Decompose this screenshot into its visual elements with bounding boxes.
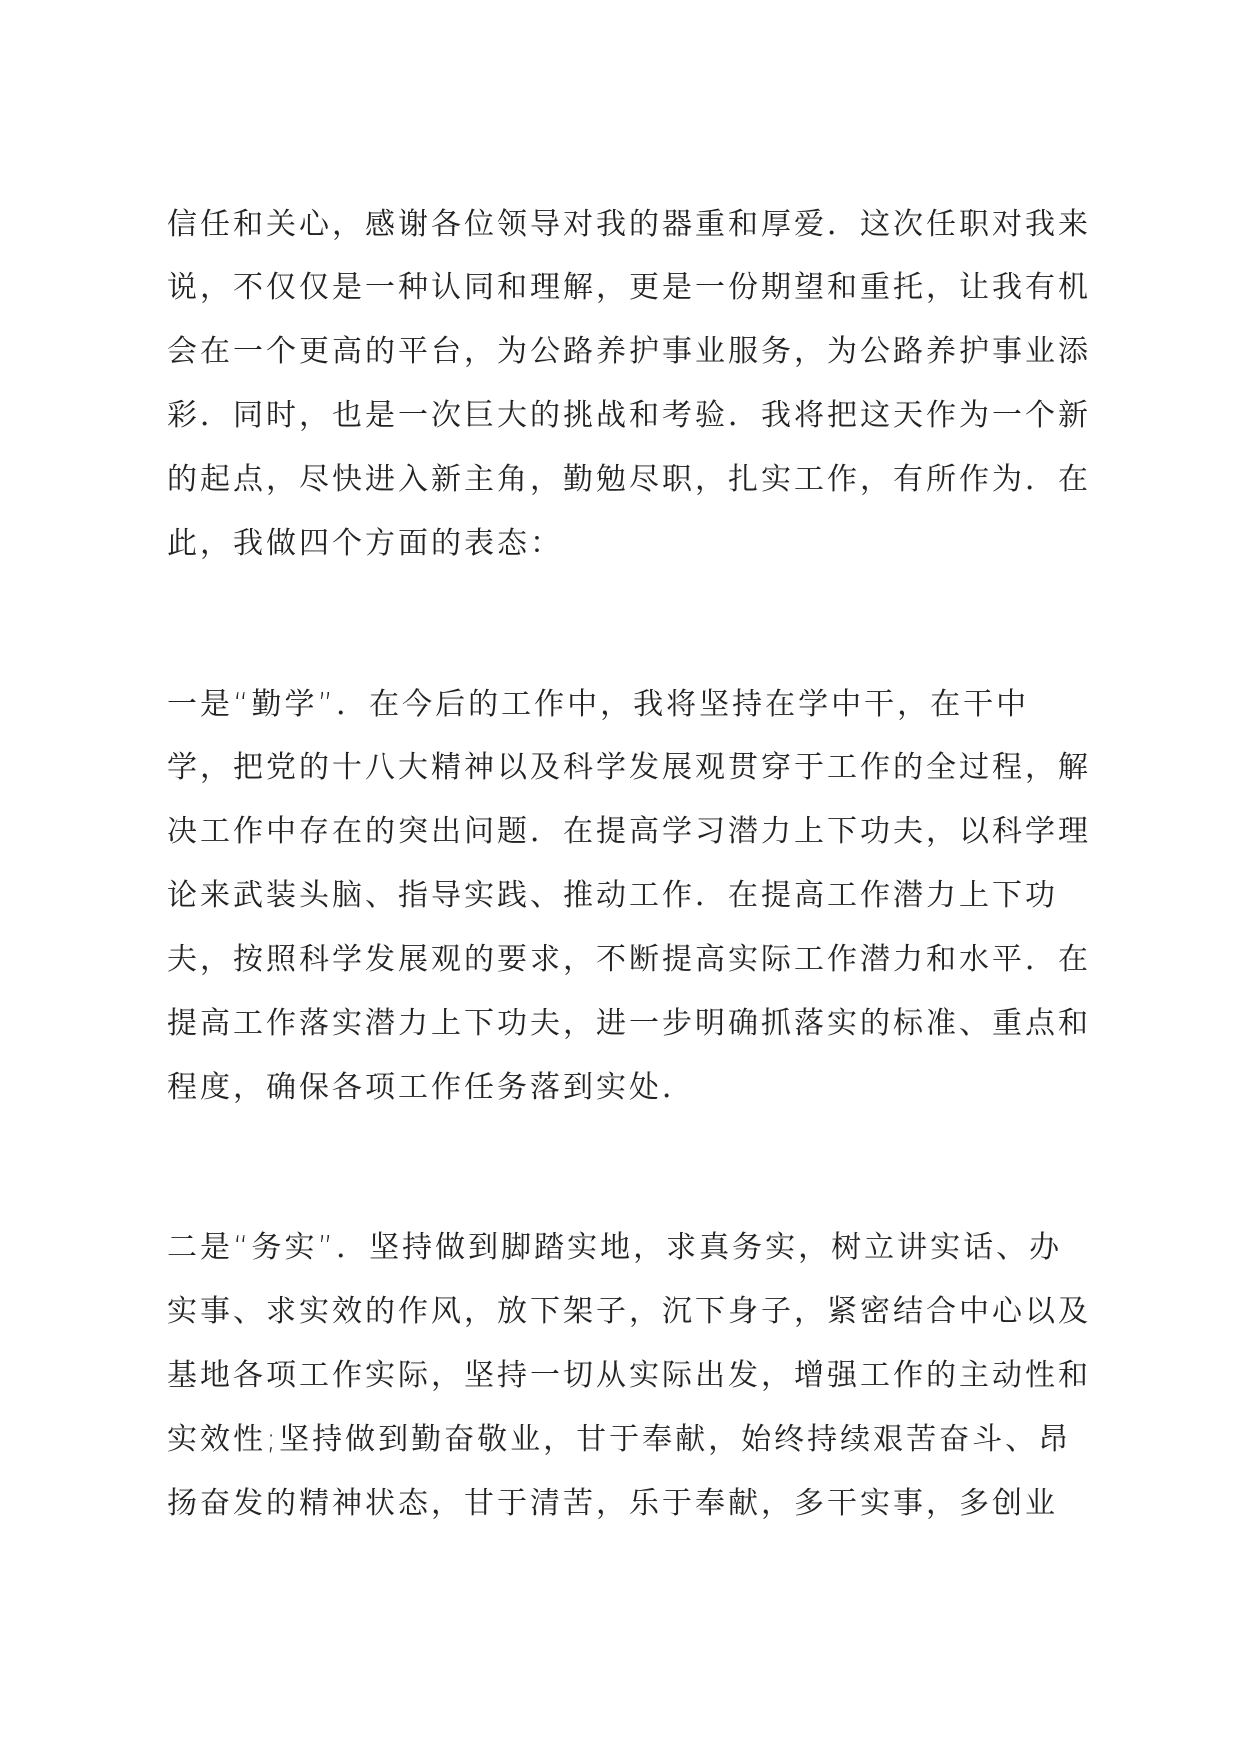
paragraph-1-line-3: 会在一个更高的平台，为公路养护事业服务，为公路养护事业添 bbox=[167, 334, 1091, 369]
paragraph-2-line-6: 提高工作落实潜力上下功夫，进一步明确抓落实的标准、重点和 bbox=[167, 1006, 1091, 1041]
paragraph-3-line-1: 二是“务实”．坚持做到脚踏实地，求真务实，树立讲实话、办 bbox=[167, 1230, 1063, 1265]
paragraph-2-line-2: 学，把党的十八大精神以及科学发展观贯穿于工作的全过程，解 bbox=[167, 750, 1091, 785]
paragraph-2-line-7: 程度，确保各项工作任务落到实处． bbox=[167, 1070, 695, 1105]
paragraph-3-line-5: 扬奋发的精神状态，甘于清苦，乐于奉献，多干实事，多创业 bbox=[167, 1486, 1058, 1521]
paragraph-2-line-4: 论来武装头脑、指导实践、推动工作．在提高工作潜力上下功 bbox=[167, 878, 1058, 913]
paragraph-1-line-2: 说，不仅仅是一种认同和理解，更是一份期望和重托，让我有机 bbox=[167, 270, 1091, 305]
paragraph-3-line-3: 基地各项工作实际，坚持一切从实际出发，增强工作的主动性和 bbox=[167, 1358, 1091, 1393]
paragraph-1-line-6: 此，我做四个方面的表态： bbox=[167, 526, 563, 561]
paragraph-3-line-4: 实效性;坚持做到勤奋敬业，甘于奉献，始终持续艰苦奋斗、昂 bbox=[167, 1422, 1072, 1457]
paragraph-1-line-4: 彩．同时，也是一次巨大的挑战和考验．我将把这天作为一个新 bbox=[167, 398, 1091, 433]
paragraph-2-line-5: 夫，按照科学发展观的要求，不断提高实际工作潜力和水平．在 bbox=[167, 942, 1091, 977]
paragraph-2-line-3: 决工作中存在的突出问题．在提高学习潜力上下功夫，以科学理 bbox=[167, 814, 1091, 849]
paragraph-2-line-1: 一是“勤学”．在今后的工作中，我将坚持在学中干，在干中 bbox=[167, 687, 1030, 722]
paragraph-1-line-1: 信任和关心，感谢各位领导对我的器重和厚爱．这次任职对我来 bbox=[167, 207, 1091, 242]
paragraph-1-line-5: 的起点，尽快进入新主角，勤勉尽职，扎实工作，有所作为．在 bbox=[167, 462, 1091, 497]
paragraph-3-line-2: 实事、求实效的作风，放下架子，沉下身子，紧密结合中心以及 bbox=[167, 1294, 1091, 1329]
